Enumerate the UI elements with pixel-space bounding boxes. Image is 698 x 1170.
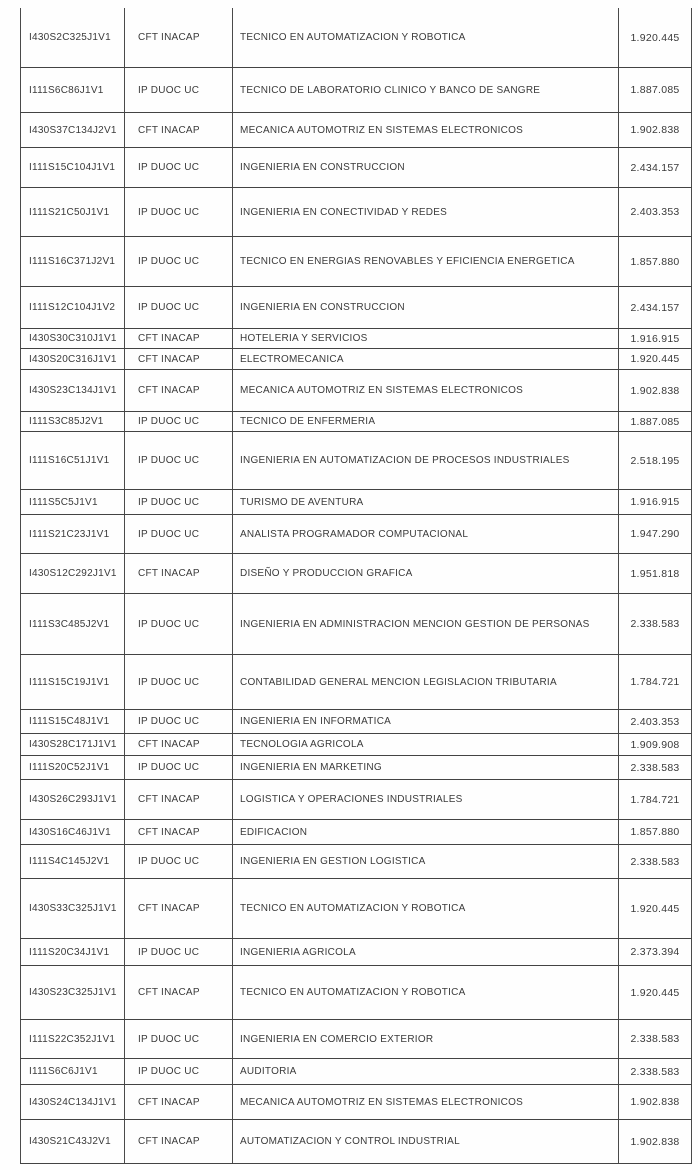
table-row [20, 432, 692, 490]
table-row [20, 490, 692, 515]
institution-cell: IP DUOC UC [124, 845, 232, 878]
institution-cell: IP DUOC UC [124, 237, 232, 286]
institution-cell: CFT INACAP [124, 1085, 232, 1119]
institution-cell: IP DUOC UC [124, 287, 232, 328]
code-cell: I430S24C134J1V1 [20, 1085, 124, 1119]
table-row [20, 1085, 692, 1120]
institution-cell: CFT INACAP [124, 734, 232, 755]
table-row [20, 1020, 692, 1059]
code-cell: I430S28C171J1V1 [20, 734, 124, 755]
program-cell: TECNICO EN ENERGIAS RENOVABLES Y EFICIENCIA ENERGETICA [232, 237, 618, 286]
table-row [20, 515, 692, 554]
program-cell: TURISMO DE AVENTURA [232, 490, 618, 514]
program-cell: TECNICO DE ENFERMERIA [232, 412, 618, 431]
code-cell: I111S20C34J1V1 [20, 939, 124, 965]
program-cell: EDIFICACION [232, 820, 618, 844]
code-cell: I111S5C5J1V1 [20, 490, 124, 514]
institution-cell: IP DUOC UC [124, 655, 232, 709]
institution-cell: IP DUOC UC [124, 594, 232, 654]
program-cell: MECANICA AUTOMOTRIZ EN SISTEMAS ELECTRONICOS [232, 113, 618, 147]
code-cell: I111S21C23J1V1 [20, 515, 124, 553]
value-cell: 1.887.085 [618, 68, 692, 112]
code-cell: I430S37C134J2V1 [20, 113, 124, 147]
code-cell: I111S15C19J1V1 [20, 655, 124, 709]
institution-cell: IP DUOC UC [124, 710, 232, 733]
code-cell: I111S15C104J1V1 [20, 148, 124, 187]
institution-cell: CFT INACAP [124, 370, 232, 411]
code-cell: I111S21C50J1V1 [20, 188, 124, 236]
table-row [20, 594, 692, 655]
institution-cell: IP DUOC UC [124, 148, 232, 187]
value-cell: 2.338.583 [618, 756, 692, 779]
institution-cell: IP DUOC UC [124, 1020, 232, 1058]
program-cell: TECNICO EN AUTOMATIZACION Y ROBOTICA [232, 879, 618, 938]
institution-cell: CFT INACAP [124, 879, 232, 938]
value-cell: 2.434.157 [618, 287, 692, 328]
table-row [20, 845, 692, 879]
code-cell: I111S3C85J2V1 [20, 412, 124, 431]
value-cell: 1.920.445 [618, 966, 692, 1019]
program-cell: INGENIERIA EN ADMINISTRACION MENCION GESTION DE PERSONAS [232, 594, 618, 654]
program-cell: AUDITORIA [232, 1059, 618, 1084]
code-cell: I430S21C43J2V1 [20, 1120, 124, 1163]
code-cell: I111S12C104J1V2 [20, 287, 124, 328]
value-cell: 1.920.445 [618, 349, 692, 369]
code-cell: I430S33C325J1V1 [20, 879, 124, 938]
table-row [20, 237, 692, 287]
code-cell: I111S6C6J1V1 [20, 1059, 124, 1084]
program-cell: TECNICO EN AUTOMATIZACION Y ROBOTICA [232, 966, 618, 1019]
table-row [20, 734, 692, 756]
table-row [20, 655, 692, 710]
program-cell: INGENIERIA AGRICOLA [232, 939, 618, 965]
program-cell: CONTABILIDAD GENERAL MENCION LEGISLACION TRIBUTARIA [232, 655, 618, 709]
program-cell: DISEÑO Y PRODUCCION GRAFICA [232, 554, 618, 593]
program-cell: TECNICO EN AUTOMATIZACION Y ROBOTICA [232, 8, 618, 67]
table-row [20, 287, 692, 329]
code-cell: I430S30C310J1V1 [20, 329, 124, 348]
program-cell: ELECTROMECANICA [232, 349, 618, 369]
code-cell: I111S15C48J1V1 [20, 710, 124, 733]
table-row [20, 554, 692, 594]
code-cell: I430S16C46J1V1 [20, 820, 124, 844]
program-cell: LOGISTICA Y OPERACIONES INDUSTRIALES [232, 780, 618, 819]
code-cell: I111S20C52J1V1 [20, 756, 124, 779]
program-cell: INGENIERIA EN AUTOMATIZACION DE PROCESOS INDUSTRIALES [232, 432, 618, 489]
table-row [20, 349, 692, 370]
table-row [20, 188, 692, 237]
institution-cell: IP DUOC UC [124, 68, 232, 112]
code-cell: I430S2C325J1V1 [20, 8, 124, 67]
code-cell: I430S26C293J1V1 [20, 780, 124, 819]
program-cell: INGENIERIA EN CONECTIVIDAD Y REDES [232, 188, 618, 236]
program-cell: TECNICO DE LABORATORIO CLINICO Y BANCO DE SANGRE [232, 68, 618, 112]
value-cell: 1.916.915 [618, 329, 692, 348]
program-cell: INGENIERIA EN MARKETING [232, 756, 618, 779]
programs-table [20, 8, 692, 1164]
value-cell: 1.887.085 [618, 412, 692, 431]
value-cell: 2.518.195 [618, 432, 692, 489]
value-cell: 1.951.818 [618, 554, 692, 593]
value-cell: 1.920.445 [618, 879, 692, 938]
institution-cell: CFT INACAP [124, 554, 232, 593]
code-cell: I430S20C316J1V1 [20, 349, 124, 369]
code-cell: I111S3C485J2V1 [20, 594, 124, 654]
table-row [20, 780, 692, 820]
program-cell: TECNOLOGIA AGRICOLA [232, 734, 618, 755]
value-cell: 2.373.394 [618, 939, 692, 965]
program-cell: INGENIERIA EN INFORMATICA [232, 710, 618, 733]
program-cell: INGENIERIA EN CONSTRUCCION [232, 148, 618, 187]
value-cell: 1.920.445 [618, 8, 692, 67]
institution-cell: IP DUOC UC [124, 412, 232, 431]
value-cell: 2.338.583 [618, 594, 692, 654]
institution-cell: CFT INACAP [124, 349, 232, 369]
value-cell: 2.403.353 [618, 188, 692, 236]
value-cell: 1.784.721 [618, 655, 692, 709]
value-cell: 1.857.880 [618, 237, 692, 286]
institution-cell: CFT INACAP [124, 1120, 232, 1163]
institution-cell: IP DUOC UC [124, 939, 232, 965]
value-cell: 1.947.290 [618, 515, 692, 553]
institution-cell: IP DUOC UC [124, 432, 232, 489]
institution-cell: CFT INACAP [124, 780, 232, 819]
program-cell: INGENIERIA EN COMERCIO EXTERIOR [232, 1020, 618, 1058]
table-row [20, 329, 692, 349]
program-cell: ANALISTA PROGRAMADOR COMPUTACIONAL [232, 515, 618, 553]
institution-cell: IP DUOC UC [124, 188, 232, 236]
value-cell: 2.338.583 [618, 1059, 692, 1084]
code-cell: I111S16C51J1V1 [20, 432, 124, 489]
table-row [20, 412, 692, 432]
table-row [20, 148, 692, 188]
table-row [20, 370, 692, 412]
institution-cell: IP DUOC UC [124, 490, 232, 514]
program-cell: INGENIERIA EN GESTION LOGISTICA [232, 845, 618, 878]
program-cell: HOTELERIA Y SERVICIOS [232, 329, 618, 348]
institution-cell: CFT INACAP [124, 113, 232, 147]
value-cell: 1.857.880 [618, 820, 692, 844]
table-row [20, 710, 692, 734]
value-cell: 1.902.838 [618, 370, 692, 411]
table-row [20, 1120, 692, 1164]
institution-cell: IP DUOC UC [124, 515, 232, 553]
program-cell: INGENIERIA EN CONSTRUCCION [232, 287, 618, 328]
table-row [20, 879, 692, 939]
program-cell: MECANICA AUTOMOTRIZ EN SISTEMAS ELECTRONICOS [232, 1085, 618, 1119]
value-cell: 1.902.838 [618, 113, 692, 147]
program-cell: MECANICA AUTOMOTRIZ EN SISTEMAS ELECTRONICOS [232, 370, 618, 411]
institution-cell: CFT INACAP [124, 329, 232, 348]
program-cell: AUTOMATIZACION Y CONTROL INDUSTRIAL [232, 1120, 618, 1163]
value-cell: 2.338.583 [618, 1020, 692, 1058]
table-row [20, 68, 692, 113]
code-cell: I111S6C86J1V1 [20, 68, 124, 112]
institution-cell: IP DUOC UC [124, 1059, 232, 1084]
value-cell: 1.916.915 [618, 490, 692, 514]
value-cell: 1.909.908 [618, 734, 692, 755]
code-cell: I430S23C134J1V1 [20, 370, 124, 411]
code-cell: I430S12C292J1V1 [20, 554, 124, 593]
value-cell: 1.902.838 [618, 1120, 692, 1163]
value-cell: 1.784.721 [618, 780, 692, 819]
table-row [20, 756, 692, 780]
code-cell: I111S16C371J2V1 [20, 237, 124, 286]
institution-cell: CFT INACAP [124, 966, 232, 1019]
institution-cell: CFT INACAP [124, 820, 232, 844]
institution-cell: CFT INACAP [124, 8, 232, 67]
value-cell: 1.902.838 [618, 1085, 692, 1119]
code-cell: I111S22C352J1V1 [20, 1020, 124, 1058]
table-row [20, 8, 692, 68]
value-cell: 2.403.353 [618, 710, 692, 733]
table-row [20, 966, 692, 1020]
institution-cell: IP DUOC UC [124, 756, 232, 779]
value-cell: 2.338.583 [618, 845, 692, 878]
table-row [20, 820, 692, 845]
value-cell: 2.434.157 [618, 148, 692, 187]
code-cell: I430S23C325J1V1 [20, 966, 124, 1019]
table-row [20, 939, 692, 966]
table-row [20, 1059, 692, 1085]
table-row [20, 113, 692, 148]
code-cell: I111S4C145J2V1 [20, 845, 124, 878]
